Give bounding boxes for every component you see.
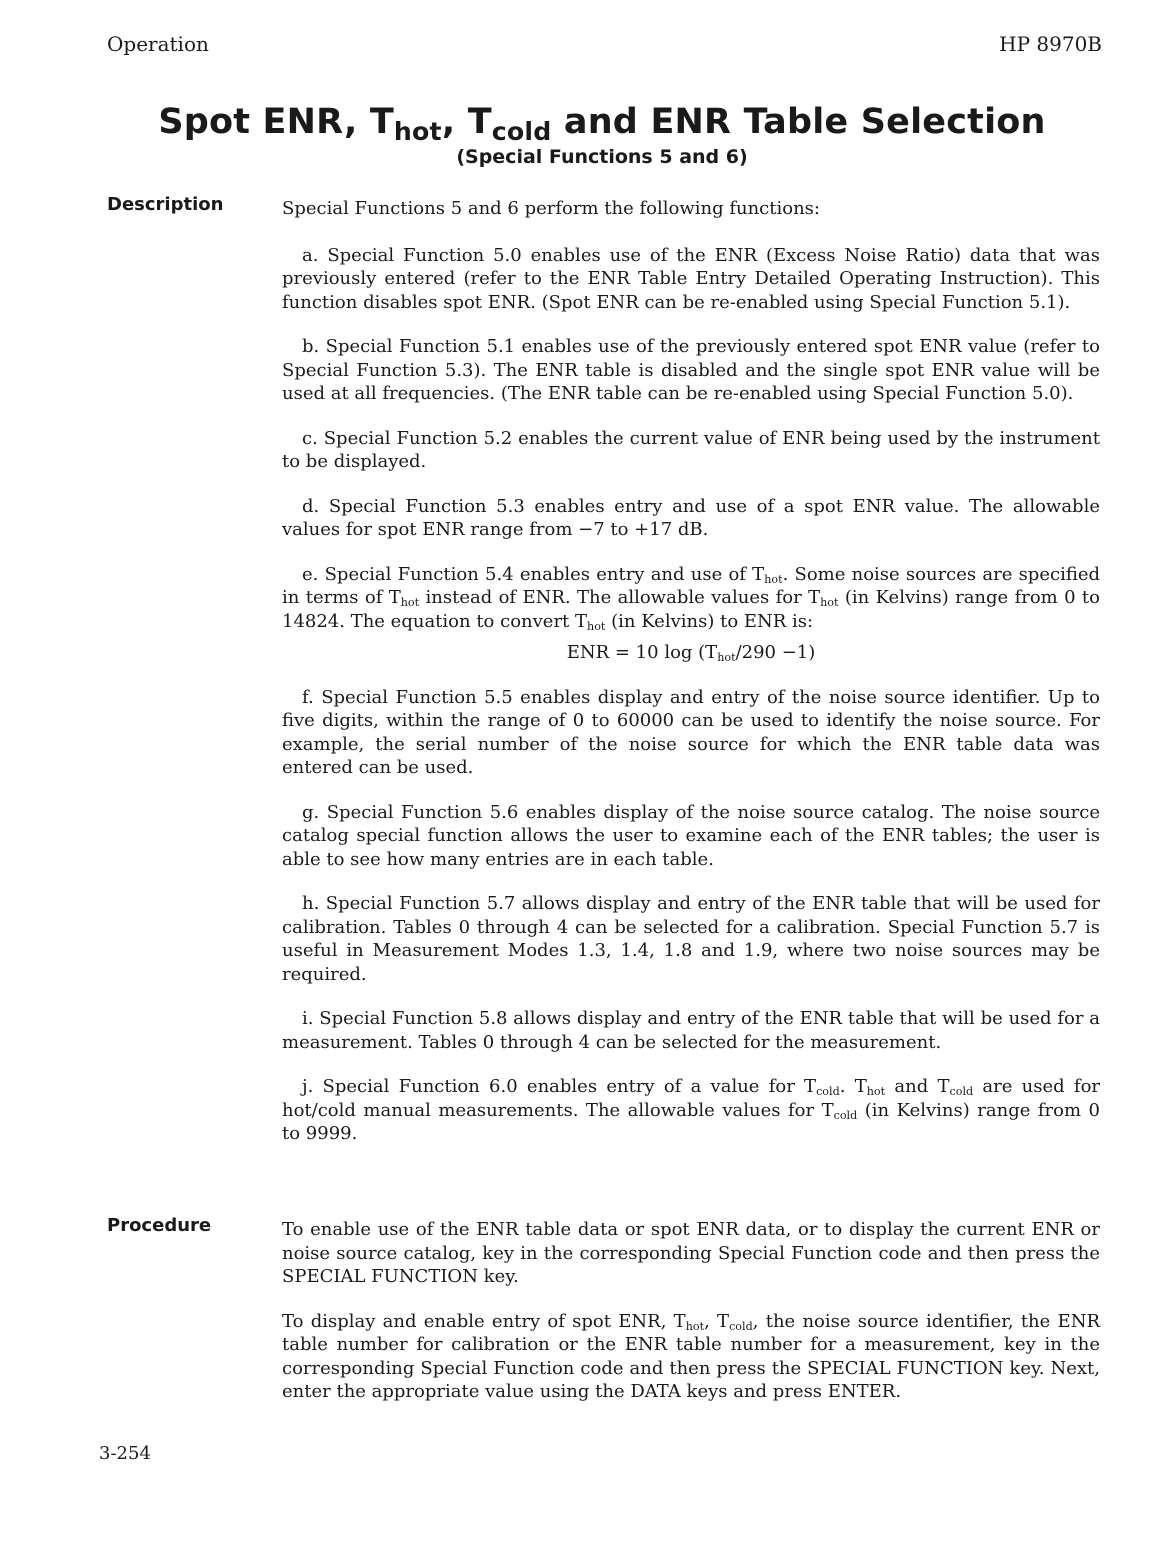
equation-sub: hot [717, 651, 736, 665]
item-b: b. Special Function 5.1 enables use of the previously entered spot ENR value (refer to Special Function 5.3). The ENR table is disabled and the single spot ENR value will be used at all frequencies. (The ENR table can be re-enabled using Special Function 5.0). [282, 336, 1100, 404]
item-j-sub-3: cold [949, 1085, 974, 1099]
item-a: a. Special Function 5.0 enables use of the ENR (Excess Noise Ratio) data that was previously entered (refer to the ENR Table Entry Detailed Operating Instruction). This function disables spot ENR. (Spot ENR can be re-enabled using Special Function 5.1). [282, 244, 1100, 313]
item-j-text-1: j. Special Function 6.0 enables entry of a value for T [302, 1076, 817, 1097]
procedure-paragraph-2 [282, 1310, 1100, 1404]
header-model-number: HP 8970B [999, 32, 1102, 56]
title-text-3: and ENR Table Selection [551, 102, 1046, 142]
item-e-text-3: instead of ENR. The allowable values for T [419, 587, 821, 608]
item-e-sub-3: hot [820, 596, 839, 610]
item-j [282, 1075, 1100, 1146]
item-e-text-2: . Some noise sources are specified in terms of T [282, 563, 1101, 608]
item-j-text-4: are used for hot/cold manual measurements. The allowable values for T [282, 1076, 1101, 1121]
header-section-name: Operation [107, 32, 209, 56]
item-j-sub-1: cold [816, 1085, 840, 1099]
procedure-p2-sub-2: cold [729, 1319, 753, 1333]
page-subtitle: (Special Functions 5 and 6) [456, 146, 748, 168]
procedure-paragraph-1: To enable use of the ENR table data or spot ENR data, or to display the current ENR or noise source catalog, key in the corresponding Special Function code and then press the SPECIAL FUNCTION key. [282, 1219, 1100, 1287]
procedure-label: Procedure [107, 1215, 212, 1236]
item-g: g. Special Function 5.6 enables display of the noise source catalog. The noise source catalog special function allows the user to examine each of the ENR tables; the user is able to see how many entries are in each table. [282, 801, 1100, 870]
item-e-text-5: (in Kelvins) to ENR is: [605, 610, 814, 632]
equation-text-2: /290 −1) [735, 642, 816, 663]
item-j-text-5: (in Kelvins) range from 0 to 9999. [282, 1099, 1100, 1144]
item-j-text-3: and T [885, 1076, 950, 1097]
equation-text-1: ENR = 10 log (T [566, 642, 718, 663]
item-j-sub-2: hot [866, 1085, 886, 1099]
procedure-body [282, 1218, 1100, 1404]
title-text-1: Spot ENR, T [158, 102, 394, 142]
title-sub-hot: hot [393, 117, 442, 147]
item-e [282, 563, 1100, 634]
item-f: f. Special Function 5.5 enables display and entry of the noise source identifier. Up to five digits, within the range of 0 to 60000 can be used to identify the noise source. For example, the serial number of the noise source for which the ENR table data was entered can be used. [282, 686, 1100, 778]
description-label: Description [107, 194, 224, 215]
item-e-sub-1: hot [764, 572, 783, 586]
title-sub-cold: cold [491, 117, 552, 147]
procedure-p2-text-3: , the noise source identifier, the ENR table number for calibration or the ENR table number for a measurement, key in the corresponding Special Function code and then press the SPECIAL FUNCTION key. Next, enter the appropriate value using the DATA keys and press ENTER. [282, 1310, 1100, 1402]
item-j-text-2: . T [839, 1076, 867, 1097]
procedure-p2-sub-1: hot [685, 1319, 705, 1333]
title-text-2: , T [441, 102, 492, 142]
item-c: c. Special Function 5.2 enables the current value of ENR being used by the instrument to be displayed. [282, 427, 1100, 472]
description-intro: Special Functions 5 and 6 perform the following functions: [282, 198, 820, 219]
enr-equation [282, 641, 1100, 665]
item-e-sub-4: hot [587, 619, 606, 633]
procedure-p2-text-2: , T [704, 1310, 730, 1332]
procedure-p2-text-1: To display and enable entry of spot ENR, T [282, 1310, 686, 1332]
item-e-sub-2: hot [400, 596, 420, 610]
page-title [0, 102, 1176, 147]
item-d: d. Special Function 5.3 enables entry and use of a spot ENR value. The allowable values for spot ENR range from −7 to +17 dB. [282, 495, 1100, 540]
item-i: i. Special Function 5.8 allows display and entry of the ENR table that will be used for a measurement. Tables 0 through 4 can be selected for the measurement. [282, 1008, 1100, 1053]
description-body [282, 197, 1100, 1146]
item-e-text-1: e. Special Function 5.4 enables entry and use of T [302, 563, 765, 585]
page-number: 3-254 [99, 1443, 151, 1464]
item-h: h. Special Function 5.7 allows display and entry of the ENR table that will be used for calibration. Tables 0 through 4 can be selected for a calibration. Special Function 5.7 is useful in Measurement Modes 1.3, 1.4, 1.8 and 1.9, where two noise sources may be required. [282, 893, 1100, 985]
item-e-text-4: (in Kelvins) range from 0 to 14824. The equation to convert T [282, 587, 1100, 632]
item-j-sub-4: cold [833, 1108, 858, 1122]
